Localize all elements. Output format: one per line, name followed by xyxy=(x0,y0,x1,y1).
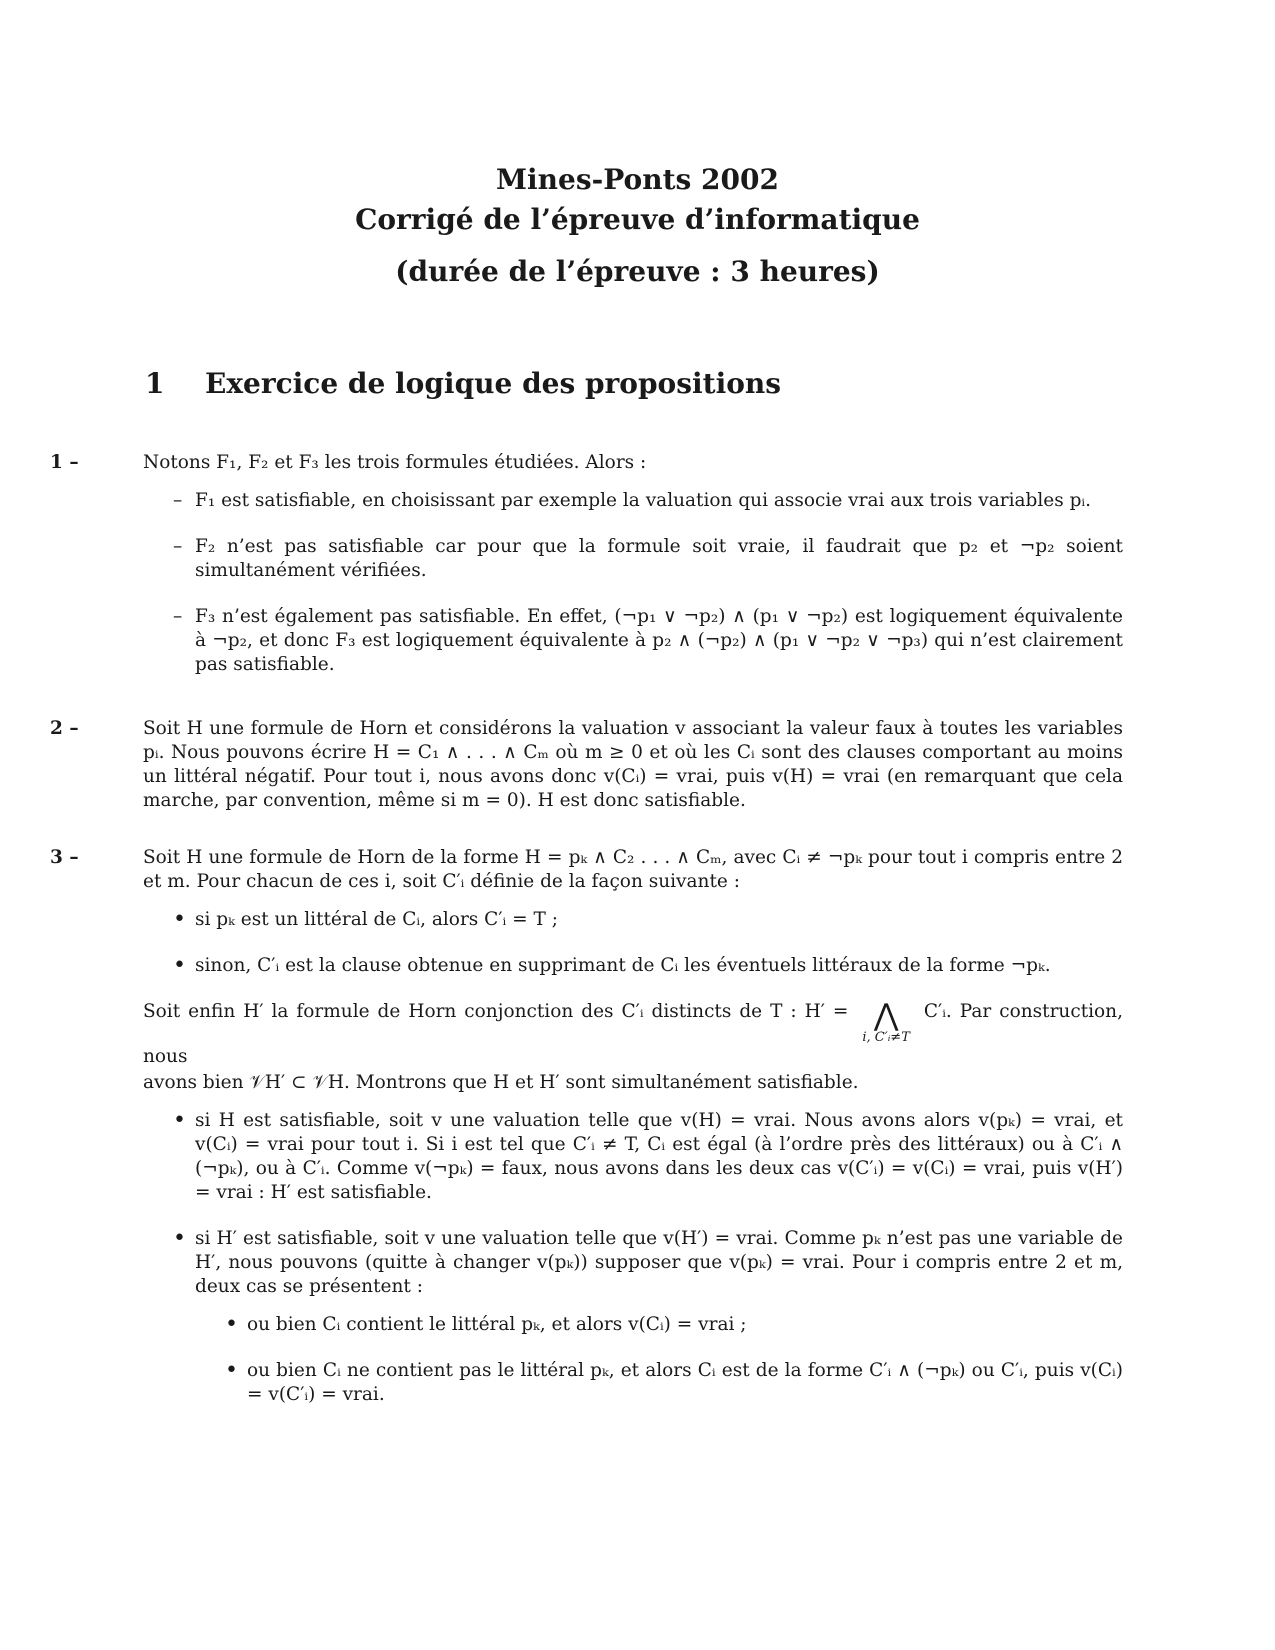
question-3 xyxy=(143,846,1123,1429)
list-item: – F₂ n’est pas satisfiable car pour que la formule soit vraie, il faudrait que p₂ et ¬p₂ soient simultanément vérifiées. xyxy=(143,535,1123,583)
list-item: • ou bien Cᵢ contient le littéral pₖ, et alors v(Cᵢ) = vrai ; xyxy=(195,1313,1123,1337)
question-3-subcases xyxy=(195,1313,1123,1407)
section-number: 1 xyxy=(145,367,165,400)
question-1-intro: Notons F₁, F₂ et F₃ les trois formules étudiées. Alors : xyxy=(143,452,647,473)
question-2-label: 2 – xyxy=(50,718,79,739)
list-item: • ou bien Cᵢ ne contient pas le littéral pₖ, et alors Cᵢ est de la forme C′ᵢ ∧ (¬pₖ) ou C′ᵢ, puis v(Cᵢ) = v(C′ᵢ) = vrai. xyxy=(195,1359,1123,1407)
title-line-2: Corrigé de l’épreuve d’informatique xyxy=(355,203,920,236)
list-item: • sinon, C′ᵢ est la clause obtenue en supprimant de Cᵢ les éventuels littéraux de la forme ¬pₖ. xyxy=(143,954,1123,978)
title-line-1: Mines-Ponts 2002 xyxy=(496,163,779,196)
hprime-definition xyxy=(143,1000,1123,1069)
question-1-list xyxy=(143,489,1123,677)
section-heading xyxy=(145,366,781,402)
document-title xyxy=(0,160,1275,292)
list-item: • si H est satisfiable, soit v une valuation telle que v(H) = vrai. Nous avons alors v(pₖ) = vrai, et v(Cᵢ) = vrai pour tout i. Si i est tel que C′ᵢ ≠ T, Cᵢ est égal (à l’ordre près des littéraux) ou à C′ᵢ ∧ (¬pₖ), ou à C′ᵢ. Comme v(¬pₖ) = faux, nous avons dans les deux cas v(C′ᵢ) = v(Cᵢ) = vrai, puis v(H′) = vrai : H′ est satisfiable. xyxy=(143,1109,1123,1205)
question-1 xyxy=(143,451,1123,699)
title-line-3: (durée de l’épreuve : 3 heures) xyxy=(395,255,880,288)
section-title: Exercice de logique des propositions xyxy=(205,367,781,400)
hprime-continuation: avons bien 𝒱H′ ⊂ 𝒱H. Montrons que H et H′ sont simultanément satisfiable. xyxy=(143,1072,859,1093)
question-3-cases xyxy=(143,1109,1123,1407)
case-2-text: si H′ est satisfiable, soit v une valuation telle que v(H′) = vrai. Comme pₖ n’est pas une variable de H′, nous pouvons (quitte à changer v(pₖ)) supposer que v(pₖ) = vrai. Pour i compris entre 2 et m, deux cas se présentent : xyxy=(195,1228,1123,1297)
question-2-text: Soit H une formule de Horn et considérons la valuation v associant la valeur faux à toutes les variables pᵢ. Nous pouvons écrire H = C₁ ∧ . . . ∧ Cₘ où m ≥ 0 et où les Cᵢ sont des clauses comportant au moins un littéral négatif. Pour tout i, nous avons donc v(Cᵢ) = vrai, puis v(H) = vrai (en remarquant que cela marche, par convention, même si m = 0). H est donc satisfiable. xyxy=(143,718,1123,811)
list-item: – F₁ est satisfiable, en choisissant par exemple la valuation qui associe vrai aux trois variables pᵢ. xyxy=(143,489,1123,513)
hprime-after: C′ᵢ. Par construction, nous xyxy=(143,1001,1123,1067)
bigwedge-subscript: i, C′ᵢ≠T xyxy=(862,1030,910,1045)
question-3-definitions xyxy=(143,908,1123,978)
list-item xyxy=(143,1227,1123,1407)
list-item: • si pₖ est un littéral de Cᵢ, alors C′ᵢ = T ; xyxy=(143,908,1123,932)
bigwedge-operator xyxy=(862,998,910,1045)
question-3-label: 3 – xyxy=(50,847,79,868)
question-2 xyxy=(143,717,1123,813)
bigwedge-symbol: ⋀ xyxy=(873,998,899,1033)
question-1-label: 1 – xyxy=(50,452,79,473)
hprime-before: Soit enfin H′ la formule de Horn conjonction des C′ᵢ distincts de T : H′ = xyxy=(143,1001,849,1022)
question-3-intro: Soit H une formule de Horn de la forme H = pₖ ∧ C₂ . . . ∧ Cₘ, avec Cᵢ ≠ ¬pₖ pour tout i compris entre 2 et m. Pour chacun de ces i, soit C′ᵢ définie de la façon suivante : xyxy=(143,847,1123,892)
list-item: – F₃ n’est également pas satisfiable. En effet, (¬p₁ ∨ ¬p₂) ∧ (p₁ ∨ ¬p₂) est logiquement équivalente à ¬p₂, et donc F₃ est logiquement équivalente à p₂ ∧ (¬p₂) ∧ (p₁ ∨ ¬p₂ ∨ ¬p₃) qui n’est clairement pas satisfiable. xyxy=(143,605,1123,677)
